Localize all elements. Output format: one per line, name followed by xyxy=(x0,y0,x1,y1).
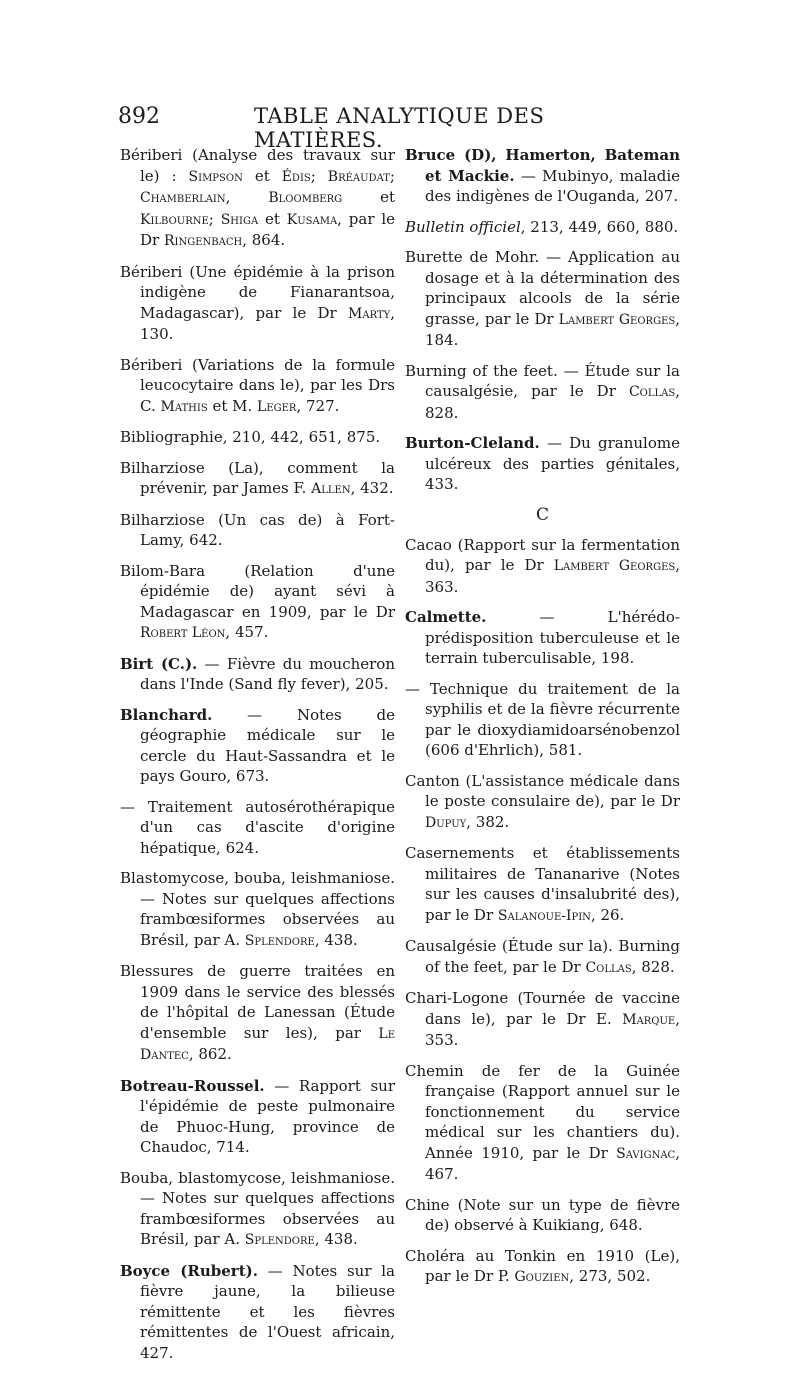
author-name: Collas xyxy=(628,384,676,400)
author-name: Bloomberg xyxy=(268,190,343,206)
entry-heading-name: Birt (C.). xyxy=(120,654,198,673)
entry-text: , 828. xyxy=(631,957,675,976)
entry-text: Bériberi (Analyse des travaux sur le) : xyxy=(120,146,395,185)
author-name: Gouzien xyxy=(514,1269,570,1285)
right-column xyxy=(405,145,680,1298)
entry-text: , 382. xyxy=(466,812,510,831)
author-name: Chamberlain xyxy=(140,190,226,206)
index-entry xyxy=(405,843,680,926)
index-entry xyxy=(120,961,395,1066)
author-name: Lambert Georges xyxy=(553,558,676,574)
entry-text: — Notes sur la fièvre jaune, la bilieuse rémittente et les fièvres rémittentes de l'Ouest africain, 427. xyxy=(140,1261,395,1362)
index-entry xyxy=(405,1246,680,1288)
author-name: Savignac xyxy=(616,1145,676,1162)
entry-text: , 363. xyxy=(425,556,681,596)
index-entry xyxy=(405,988,680,1051)
entry-text: Blessures de guerre traitées en 1909 dans le service des blessés de l'hôpital de Lanessan (Étude d'ensemble sur les), par xyxy=(120,962,395,1042)
index-entry xyxy=(120,1261,395,1364)
author-name: Shiga xyxy=(220,211,259,228)
author-name: Leger xyxy=(257,398,297,415)
entry-text: Casernements et établissements militaires de Tananarive (Notes sur les causes d'insalubrité des), par le Dr xyxy=(405,844,680,924)
index-entry xyxy=(120,458,395,500)
entry-text: Choléra au Tonkin en 1910 (Le), par le Dr P. xyxy=(405,1246,680,1285)
entry-text: Chemin de fer de la Guinée française (Rapport annuel sur le fonctionnement du service médical sur les chantiers du). Année 1910, par le Dr xyxy=(405,1061,680,1162)
entry-heading-name: Botreau-Roussel. xyxy=(120,1076,265,1095)
entry-text: Bilom-Bara (Relation d'une épidémie de) ayant sévi à Madagascar en 1909, par le Dr xyxy=(120,561,395,621)
entry-text: , 273, 502. xyxy=(569,1267,651,1285)
italic-title: Bulletin officiel xyxy=(405,217,521,236)
entry-heading-name: Calmette. xyxy=(405,608,487,626)
entry-text: ; xyxy=(310,166,328,185)
entry-text: , 184. xyxy=(425,309,680,349)
entry-text: — Traitement autosérothérapique d'un cas d'ascite d'origine hépatique, 624. xyxy=(120,797,395,857)
entry-text: Bilharziose (Un cas de) à Fort-Lamy, 642. xyxy=(120,510,395,549)
entry-text: , 130. xyxy=(140,303,395,343)
entry-text: — Mubinyo, maladie des indigènes de l'Ouganda, 207. xyxy=(425,166,680,205)
author-name: Salanoue-Ipin xyxy=(497,907,591,924)
entry-text: Causalgésie (Étude sur la). Burning of the feet, par le Dr xyxy=(405,937,680,976)
entry-text: ; xyxy=(389,166,395,185)
author-name: Splendore xyxy=(244,932,315,949)
entry-text: , 438. xyxy=(314,1230,358,1248)
index-entry xyxy=(405,936,680,978)
author-name: Kilbourne xyxy=(140,211,209,228)
entry-text: et M. xyxy=(207,396,258,415)
entry-text: — Du granulome ulcéreux des parties génitales, 433. xyxy=(425,434,680,493)
index-entry xyxy=(405,679,680,761)
index-entry xyxy=(120,797,395,859)
entry-text: Bilharziose (La), comment la prévenir, par James F. xyxy=(120,458,395,497)
entry-text: — Rapport sur l'épidémie de peste pulmonaire de Phuoc-Hung, province de Chaudoc, 714. xyxy=(140,1076,395,1156)
entry-text: Bibliographie, 210, 442, 651, 875. xyxy=(120,428,381,446)
index-entry xyxy=(120,1076,395,1158)
entry-text: , 353. xyxy=(425,1009,680,1049)
index-entry xyxy=(120,427,395,448)
author-name: Allen xyxy=(311,481,351,497)
entry-text: , 828. xyxy=(425,382,680,422)
index-entry xyxy=(405,217,680,238)
index-entry xyxy=(120,654,395,695)
entry-text: , 213, 449, 660, 880. xyxy=(520,217,679,236)
index-entry xyxy=(120,705,395,787)
entry-text: — Notes de géographie médicale sur le cercle du Haut-Sassandra et le pays Gouro, 673. xyxy=(140,705,395,785)
index-entry xyxy=(405,145,680,207)
section-letter-heading: C xyxy=(535,504,549,525)
author-name: Mathis xyxy=(160,398,208,415)
author-name: Marty xyxy=(348,305,391,322)
right-column-bottom-entries xyxy=(405,535,680,1288)
running-head xyxy=(118,104,678,152)
left-column xyxy=(120,145,395,1373)
author-name: Ringenbach xyxy=(163,233,243,249)
entry-text: , xyxy=(225,188,269,206)
index-entry xyxy=(405,1061,680,1185)
author-name: Le Dantec xyxy=(140,1025,395,1063)
index-entry xyxy=(405,607,680,669)
index-entry xyxy=(405,361,680,424)
entry-text: Chine (Note sur un type de fièvre de) observé à Kuikiang, 648. xyxy=(405,1195,680,1234)
entry-text: Burette de Mohr. — Application au dosage et à la détermination des principaux alcools de la série grasse, par le Dr xyxy=(405,248,680,328)
author-name: Splendore xyxy=(244,1232,315,1248)
index-entry xyxy=(120,262,395,345)
index-entry xyxy=(120,561,395,644)
index-entry xyxy=(120,355,395,418)
index-entry xyxy=(120,868,395,951)
author-name: Marque xyxy=(622,1011,676,1028)
entry-text: , 438. xyxy=(314,930,358,949)
author-name: Robert Léon xyxy=(140,625,226,641)
entry-text: et xyxy=(242,166,282,185)
entry-text: Bouba, blastomycose, leishmaniose. — Notes sur quelques affections frambœsiformes observées au Brésil, par A. xyxy=(120,1168,395,1248)
entry-text: — Technique du traitement de la syphilis et de la fièvre récurrente par le dioxydiamidoarsénobenzol (606 d'Ehrlich), 581. xyxy=(405,679,680,759)
author-name: Collas xyxy=(585,959,632,976)
author-name: Kusama xyxy=(286,211,338,228)
entry-text: Cacao (Rapport sur la fermentation du), par le Dr xyxy=(405,535,680,574)
entry-heading-name: Blanchard. xyxy=(120,705,213,724)
page-title: TABLE ANALYTIQUE DES MATIÈRES. xyxy=(254,104,545,152)
entry-text: ; xyxy=(208,209,221,228)
page-number: 892 xyxy=(118,104,160,129)
entry-text: — Fièvre du moucheron dans l'Inde (Sand fly fever), 205. xyxy=(140,654,395,693)
index-entry xyxy=(120,145,395,252)
entry-text: , 864. xyxy=(242,231,286,249)
index-entry xyxy=(405,1195,680,1236)
entry-text: — L'hérédo-prédisposition tuberculeuse et le terrain tuberculisable, 198. xyxy=(425,608,680,667)
index-entry xyxy=(405,247,680,351)
author-name: Bréaudat xyxy=(327,168,390,185)
entry-text: Burning of the feet. — Étude sur la causalgésie, par le Dr xyxy=(405,361,680,400)
author-name: Simpson xyxy=(188,168,243,185)
entry-heading-name: Boyce (Rubert). xyxy=(120,1261,258,1280)
index-entry xyxy=(405,433,680,495)
entry-text: , 432. xyxy=(350,479,394,497)
entry-heading-name: Burton-Cleland. xyxy=(405,434,540,452)
entry-text: et xyxy=(258,209,287,228)
author-name: Dupuy xyxy=(425,814,467,831)
entry-text: , 467. xyxy=(425,1143,680,1183)
entry-text: Canton (L'assistance médicale dans le poste consulaire de), par le Dr xyxy=(405,771,680,810)
entry-text: , 727. xyxy=(296,396,340,415)
entry-text: , 457. xyxy=(225,623,269,641)
entry-text: , 862. xyxy=(188,1045,232,1063)
right-column-top-entries xyxy=(405,145,680,495)
index-entry xyxy=(120,510,395,551)
entry-text: Chari-Logone (Tournée de vaccine dans le), par le Dr E. xyxy=(405,989,680,1028)
entry-text: Blastomycose, bouba, leishmaniose. — Notes sur quelques affections frambœsiformes observées au Brésil, par A. xyxy=(120,869,395,949)
index-entry xyxy=(405,771,680,834)
entry-text: et xyxy=(342,188,395,206)
author-name: Édis xyxy=(281,168,311,185)
index-entry xyxy=(120,1168,395,1251)
entry-text: , 26. xyxy=(590,905,625,924)
entry-text: , par le Dr xyxy=(140,209,395,249)
entry-text: Bériberi (Une épidémie à la prison indigène de Fianarantsoa, Madagascar), par le Dr xyxy=(120,262,395,322)
entry-heading-name: Bruce (D), Hamerton, Bateman et Mackie. xyxy=(405,146,680,185)
author-name: Lambert Georges xyxy=(558,311,676,328)
index-entry xyxy=(405,535,680,598)
entry-text: Bériberi (Variations de la formule leucocytaire dans le), par les Drs C. xyxy=(120,355,395,415)
